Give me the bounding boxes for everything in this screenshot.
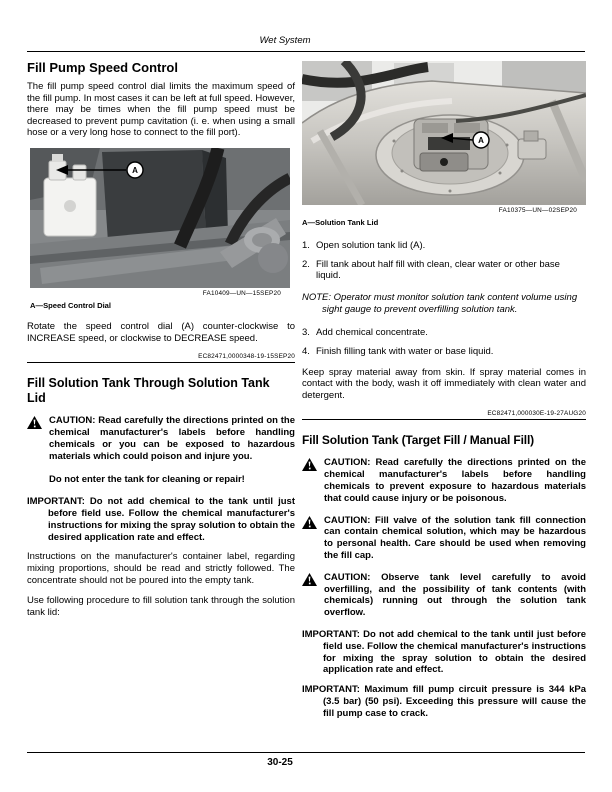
left-column: [27, 57, 295, 627]
note-text: NOTE: Operator must monitor solution tank content volume using sight gauge to prevent overfilling solution tank.: [302, 291, 578, 315]
solution-tank-lid-photo: [302, 61, 586, 205]
warning-triangle-icon: [302, 458, 317, 476]
right-column: [302, 57, 586, 727]
intro-paragraph: The fill pump speed control dial limits the maximum speed of the fill pump. In most cases it can be left at full speed. However, there may be times when the fill pump speed must be decreased to prevent pump cavitation (i. e. when using a small hose or a very long hose to connect to the fill port).: [27, 81, 295, 139]
caution-text-continued: Do not enter the tank for cleaning or repair!: [49, 474, 245, 486]
step-2: 2. Fill tank about half fill with clean, clear water or other base liquid.: [302, 258, 560, 282]
important-text: IMPORTANT: Maximum fill pump circuit pressure is 344 kPa (3.5 bar) (50 psi). Exceeding this pressure will cause the fill pump case to crack.: [302, 684, 586, 719]
section-divider: [27, 362, 295, 363]
figure-legend: A—Speed Control Dial: [30, 300, 112, 310]
caution-block: [27, 415, 295, 486]
callout-label: A: [132, 165, 138, 175]
paragraph: Use following procedure to fill solution tank through the solution tank lid:: [27, 595, 295, 618]
header-rule: [27, 51, 585, 52]
step-text: Finish filling tank with water or base liquid.: [316, 345, 494, 357]
warning-triangle-icon: [302, 573, 317, 591]
caution-text: CAUTION: Read carefully the directions printed on the chemical manufacturer's labels before handling chemicals to prevent exposure to hazardous materials that could cause injury or be poisonous.: [324, 457, 586, 504]
important-text: IMPORTANT: Do not add chemical to the tank until just before field use. Follow the chemical manufacturer's instructions for mixing the spray solution to obtain the desired application rate and effect.: [302, 628, 586, 676]
step-text: Add chemical concentrate.: [316, 327, 428, 339]
section-divider: [302, 419, 586, 420]
solution-tank-lid-figure: [302, 61, 586, 227]
warning-triangle-icon: [302, 516, 317, 534]
photo-id: FA10375—UN—02SEP20: [498, 207, 577, 214]
speed-control-dial-photo: [30, 148, 290, 288]
speed-control-dial-figure: [30, 148, 290, 310]
caution-text: CAUTION: Fill valve of the solution tank fill connection can contain chemical solution, which may be hazardous to personal health. Care should be used when removing the fill cap.: [324, 514, 586, 561]
section-heading-fill-pump-speed-control: Fill Pump Speed Control: [27, 60, 178, 75]
callout-label: A: [478, 136, 484, 145]
step-3: 3. Add chemical concentrate.: [302, 327, 428, 339]
rotate-dial-paragraph: Rotate the speed control dial (A) counter-clockwise to INCREASE speed, or clockwise to DECREASE speed.: [27, 320, 295, 344]
photo-id: FA10409—UN—15SEP20: [202, 289, 281, 297]
caution-block: [302, 515, 586, 562]
important-text: IMPORTANT: Do not add chemical to the tank until just before field use. Follow the chemical manufacturer's instructions for mixing the spray solution to obtain the desired application rate and effect.: [27, 496, 296, 543]
spray-material-paragraph: Keep spray material away from skin. If spray material comes in contact with the body, wash it off immediately with clean water and detergent.: [302, 366, 586, 401]
doc-code: EC82471,000030E-19-27AUG20: [487, 410, 586, 418]
footer-rule: [27, 752, 585, 753]
figure-legend: A—Solution Tank Lid: [302, 218, 379, 227]
doc-code: EC82471,0000348-19-15SEP20: [198, 353, 295, 361]
caution-text: CAUTION: Read carefully the directions printed on the chemical manufacturer's labels before handling chemicals or you can be exposed to hazardous materials which could poison and injure you.: [49, 415, 295, 462]
section-heading-fill-solution-tank-target: Fill Solution Tank (Target Fill / Manual Fill): [302, 433, 534, 448]
page-number: 30-25: [267, 757, 293, 768]
caution-block: [302, 572, 586, 619]
step-4: 4. Finish filling tank with water or base liquid.: [302, 345, 494, 357]
caution-block: [302, 457, 586, 504]
step-text: Open solution tank lid (A).: [316, 240, 426, 251]
step-1: 1. Open solution tank lid (A).: [302, 240, 426, 251]
running-header-title: Wet System: [259, 35, 311, 46]
section-heading-fill-solution-tank-lid: Fill Solution Tank Through Solution Tank Lid: [27, 376, 270, 406]
caution-text: CAUTION: Observe tank level carefully to avoid overfilling, and the possibility of tank contents (with chemicals) running out through the solution tank overflow.: [324, 571, 586, 619]
step-text: Fill tank about half fill with clean, clear water or other base liquid.: [316, 258, 560, 282]
paragraph: Instructions on the manufacturer's container label, regarding mixing proportions, should be read and strictly followed. The concentrate should not be poured into the empty tank.: [27, 551, 295, 586]
warning-triangle-icon: [27, 416, 42, 434]
